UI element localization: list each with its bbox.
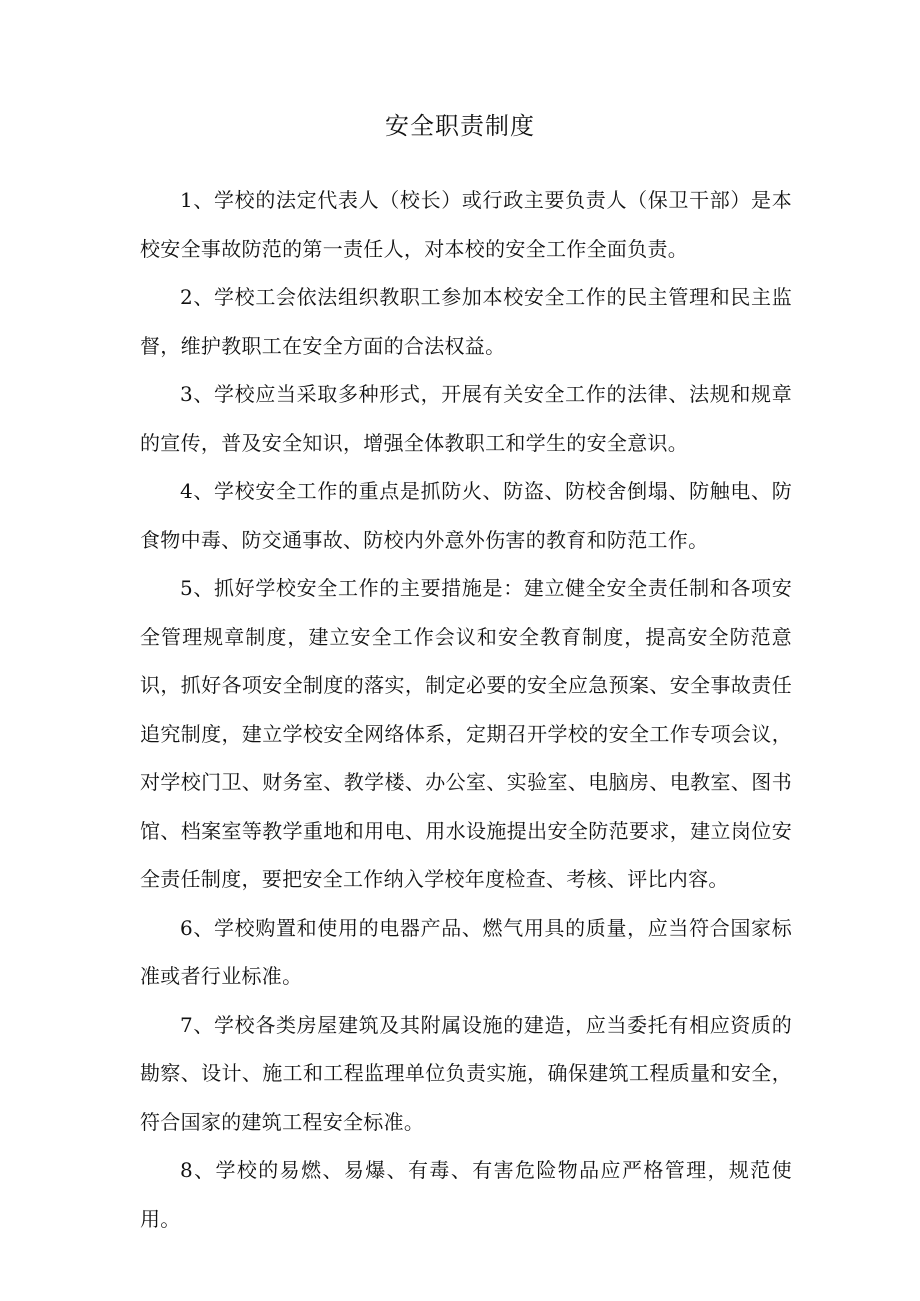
paragraph-7: 7、学校各类房屋建筑及其附属设施的建造，应当委托有相应资质的勘察、设计、施工和工程监理单位负责实施，确保建筑工程质量和安全，符合国家的建筑工程安全标准。 <box>140 1012 792 1134</box>
paragraph-8: 8、学校的易燃、易爆、有毒、有害危险物品应严格管理，规范使用。 <box>140 1158 792 1231</box>
paragraph-5: 5、抓好学校安全工作的主要措施是：建立健全安全责任制和各项安全管理规章制度，建立安全工作会议和安全教育制度，提高安全防范意识，抓好各项安全制度的落实，制定必要的安全应急预案、安全事故责任追究制度，建立学校安全网络体系，定期召开学校的安全工作专项会议，对学校门卫、财务室、教学楼、办公室、实验室、电脑房、电教室、图书馆、档案室等教学重地和用电、用水设施提出安全防范要求，建立岗位安全责任制度，要把安全工作纳入学校年度检查、考核、评比内容。 <box>140 576 792 891</box>
paragraph-2: 2、学校工会依法组织教职工参加本校安全工作的民主管理和民主监督，维护教职工在安全方面的合法权益。 <box>140 285 792 358</box>
paragraph-4: 4、学校安全工作的重点是抓防火、防盗、防校舍倒塌、防触电、防食物中毒、防交通事故、防校内外意外伤害的教育和防范工作。 <box>140 479 792 552</box>
paragraph-6: 6、学校购置和使用的电器产品、燃气用具的质量，应当符合国家标准或者行业标准。 <box>140 915 792 988</box>
paragraph-3: 3、学校应当采取多种形式，开展有关安全工作的法律、法规和规章的宣传，普及安全知识，增强全体教职工和学生的安全意识。 <box>140 382 792 455</box>
paragraph-1: 1、学校的法定代表人（校长）或行政主要负责人（保卫干部）是本校安全事故防范的第一责任人，对本校的安全工作全面负责。 <box>140 188 792 261</box>
document-title: 安全职责制度 <box>385 112 535 140</box>
document-body <box>140 176 792 1243</box>
